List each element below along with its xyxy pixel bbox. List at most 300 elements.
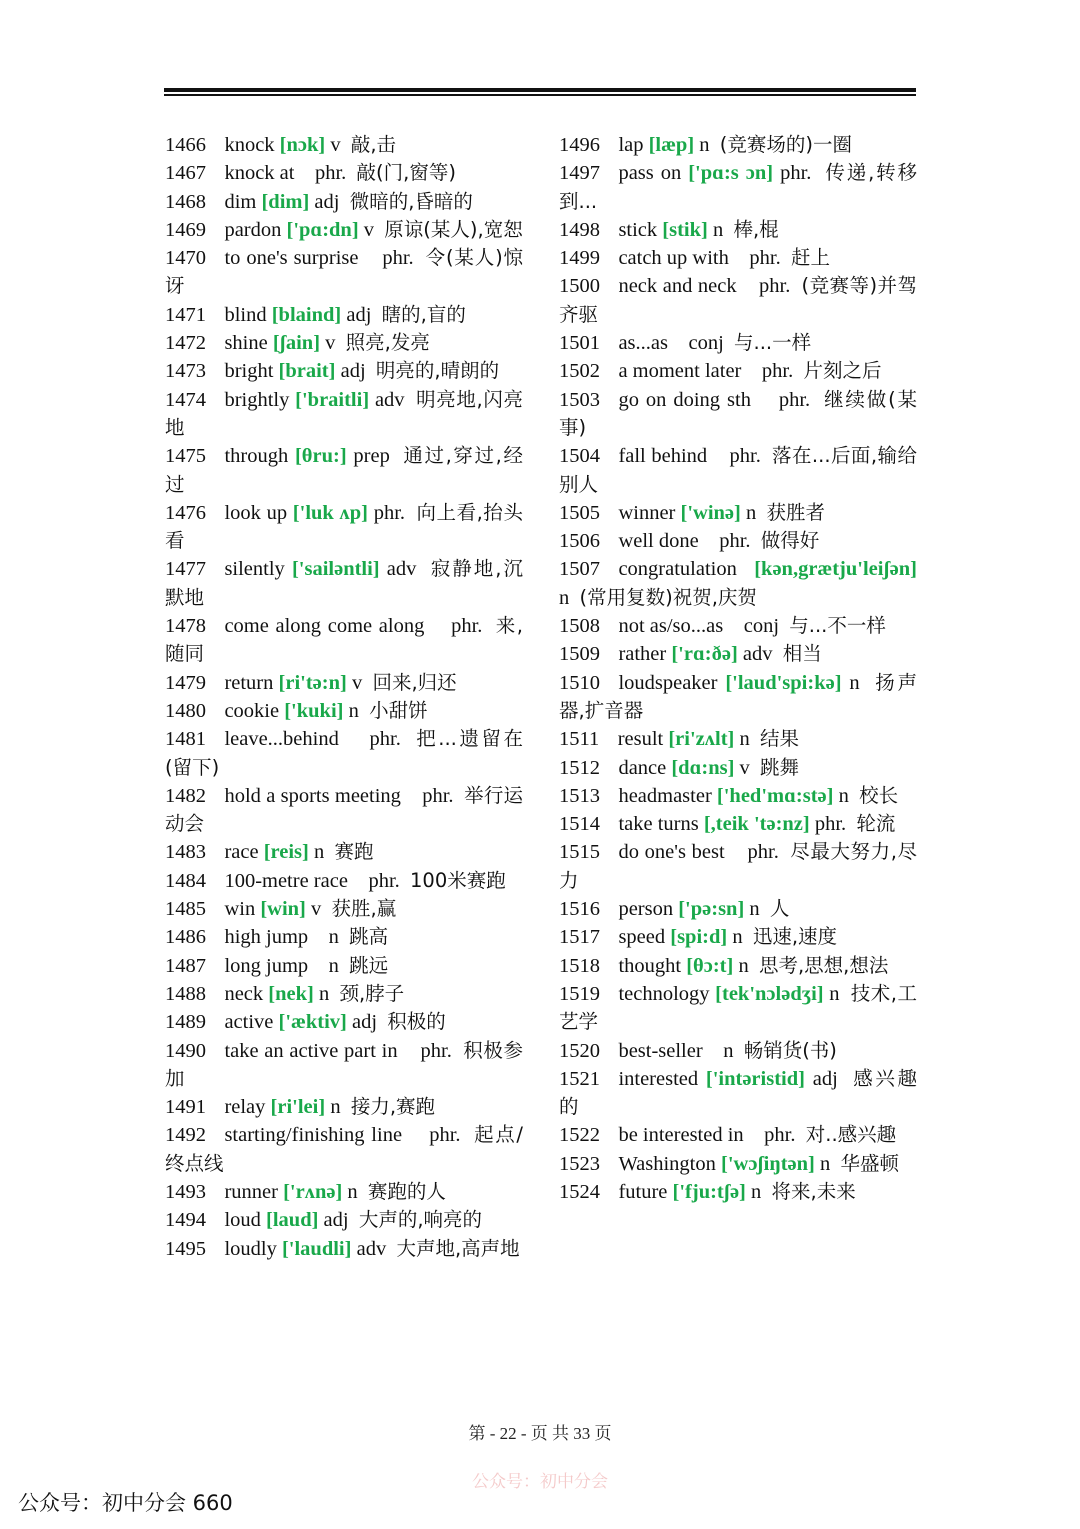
entry-word: be interested in <box>618 1124 744 1147</box>
entry-word: brightly <box>224 388 290 411</box>
entry-pos: phr. <box>764 1124 796 1147</box>
entry-pos: phr. <box>749 247 781 270</box>
entry-word: look up <box>224 501 288 524</box>
entry-meaning: 大声地,高声地 <box>396 1236 520 1260</box>
vocab-entry <box>559 838 917 895</box>
entry-meaning: 跳远 <box>349 953 389 977</box>
entry-meaning: 与...不一样 <box>789 614 886 638</box>
vocab-entry <box>559 640 917 668</box>
entry-pos: n <box>348 699 359 722</box>
vocab-entry <box>165 782 523 839</box>
entry-phonetic: [reis] <box>263 841 309 864</box>
entry-number: 1473 <box>165 360 206 383</box>
entry-meaning: 举行运动会 <box>165 783 524 836</box>
entry-meaning: 轮流 <box>856 812 896 836</box>
entry-phonetic: ['intəristid] <box>705 1067 805 1090</box>
entry-word: loud <box>224 1209 261 1232</box>
entry-pos: n <box>699 134 710 156</box>
vocab-entry <box>559 329 917 357</box>
vocab-entry <box>165 1235 523 1263</box>
vocab-entry <box>165 555 523 612</box>
entry-phonetic: ['kuki] <box>284 699 344 722</box>
entry-meaning: (竞赛等)并驾齐驱 <box>559 274 918 326</box>
entry-meaning: 思考,思想,想法 <box>758 953 889 977</box>
entry-meaning: 赶上 <box>790 246 830 270</box>
entry-phonetic: [ri'lei] <box>270 1096 326 1119</box>
entry-pos: adv <box>386 558 417 581</box>
entry-phonetic: [θɔ:t] <box>686 954 734 977</box>
header-rule-thin <box>164 94 916 96</box>
entry-meaning: 华盛顿 <box>840 1151 900 1175</box>
entry-word: loudly <box>224 1237 277 1260</box>
entry-pos: adj <box>314 190 340 213</box>
entry-pos: n <box>739 728 750 751</box>
entry-pos: phr. <box>719 530 751 553</box>
entry-number: 1466 <box>165 134 206 156</box>
entry-meaning: 回来,归还 <box>372 670 457 694</box>
entry-word: runner <box>224 1180 278 1203</box>
entry-word: pass on <box>618 162 682 185</box>
header-rule-thick <box>164 88 916 92</box>
entry-meaning: 技术,工艺学 <box>559 981 918 1034</box>
entry-pos: adj <box>346 303 372 326</box>
entry-meaning: 继续做(某事) <box>559 387 918 439</box>
vocab-entry <box>165 159 523 187</box>
entry-word: go on doing sth <box>618 388 751 411</box>
entry-word: loudspeaker <box>618 671 718 694</box>
entry-word: long jump <box>224 954 309 977</box>
entry-number: 1513 <box>559 784 600 807</box>
entry-number: 1517 <box>559 926 600 949</box>
vocab-entry <box>559 442 917 499</box>
entry-word: hold a sports meeting <box>224 784 401 807</box>
entry-phonetic: [θru:] <box>294 445 347 468</box>
entry-meaning: 明亮地,闪亮地 <box>165 387 524 439</box>
entry-meaning: (常用复数)祝贺,庆贺 <box>579 585 757 609</box>
entry-word: speed <box>618 926 666 949</box>
entry-pos: v <box>351 671 363 694</box>
entry-meaning: 令(某人)惊讶 <box>165 246 524 298</box>
entry-phonetic: ['pɑ:s ɔn] <box>688 162 774 185</box>
vocab-entry <box>559 1065 917 1122</box>
vocab-entry <box>165 895 523 923</box>
vocab-entry <box>165 216 523 244</box>
entry-word: technology <box>618 982 710 1005</box>
entry-word: thought <box>618 954 682 977</box>
entry-number: 1501 <box>559 332 600 355</box>
entry-word: future <box>618 1180 668 1203</box>
entry-phonetic: ['fju:tʃə] <box>672 1180 746 1203</box>
entry-pos: phr. <box>420 1039 452 1062</box>
entry-meaning: 将来,未来 <box>771 1179 856 1203</box>
entry-number: 1495 <box>165 1237 206 1260</box>
vocab-entry <box>165 244 523 301</box>
entry-word: as...as <box>618 332 668 355</box>
vocab-entry <box>165 188 523 216</box>
entry-meaning: 瞎的,盲的 <box>381 302 466 326</box>
entry-pos: phr. <box>429 1124 461 1147</box>
entry-number: 1478 <box>165 615 206 638</box>
entry-phonetic: [brait] <box>278 360 336 383</box>
vocab-entry <box>559 980 917 1037</box>
vocab-entry <box>559 612 917 640</box>
entry-word: high jump <box>224 926 309 949</box>
entry-word: result <box>617 728 664 751</box>
entry-number: 1490 <box>165 1039 206 1062</box>
entry-number: 1506 <box>559 530 600 553</box>
entry-number: 1496 <box>559 134 600 156</box>
entry-meaning: 做得好 <box>760 529 820 553</box>
entry-word: take an active part in <box>224 1039 398 1062</box>
entry-word: cookie <box>224 699 280 722</box>
entry-number: 1520 <box>559 1039 600 1062</box>
entry-word: winner <box>618 501 676 524</box>
entry-number: 1514 <box>559 813 600 836</box>
entry-meaning: 获胜者 <box>766 500 825 524</box>
entry-number: 1524 <box>559 1180 600 1203</box>
entry-meaning: 落在...后面,输给别人 <box>559 444 918 496</box>
vocab-entry <box>165 1206 523 1234</box>
entry-pos: phr. <box>369 728 401 751</box>
vocab-entry <box>165 838 523 866</box>
entry-word: catch up with <box>618 247 729 270</box>
entry-number: 1468 <box>165 190 206 213</box>
entry-word: best-seller <box>618 1039 703 1062</box>
entry-number: 1477 <box>165 558 206 581</box>
entry-meaning: 起点/终点线 <box>165 1123 524 1175</box>
entry-number: 1476 <box>165 501 206 524</box>
entry-pos: n <box>712 218 724 241</box>
entry-word: fall behind <box>618 445 708 468</box>
entry-pos: v <box>325 332 336 355</box>
vocab-entry <box>165 1121 523 1178</box>
entry-pos: adv <box>374 388 405 411</box>
entry-word: not as/so...as <box>618 615 724 638</box>
entry-phonetic: ['sailəntli] <box>291 558 380 581</box>
vocab-entry <box>559 386 917 443</box>
entry-pos: n <box>849 671 860 694</box>
entry-number: 1479 <box>165 671 206 694</box>
entry-number: 1494 <box>165 1209 206 1232</box>
entry-pos: n <box>559 586 570 609</box>
entry-word: to one's surprise <box>224 247 359 270</box>
entry-meaning: 跳舞 <box>760 755 800 779</box>
vocab-entry <box>559 923 917 951</box>
entry-meaning: 与...一样 <box>734 331 812 355</box>
entry-number: 1503 <box>559 388 600 411</box>
entry-word: dim <box>224 190 257 213</box>
entry-meaning: 相当 <box>782 642 822 666</box>
entry-pos: n <box>313 841 325 864</box>
entry-pos: adj <box>351 1011 378 1034</box>
entry-phonetic: ['laud'spi:kə] <box>725 671 842 694</box>
vocab-entry <box>559 1178 917 1206</box>
entry-pos: n <box>732 926 743 949</box>
vocab-entry <box>559 499 917 527</box>
entry-pos: phr. <box>759 275 791 298</box>
entry-meaning: 感兴趣的 <box>559 1066 918 1119</box>
entry-meaning: 棒,棍 <box>733 217 779 241</box>
entry-word: knock <box>224 134 275 156</box>
entry-phonetic: [dɑ:ns] <box>671 756 735 779</box>
entry-number: 1475 <box>165 445 206 468</box>
entry-number: 1487 <box>165 954 206 977</box>
entry-phonetic: [ri'tə:n] <box>278 671 347 694</box>
vocab-entry <box>165 442 523 499</box>
entry-phonetic: ['winə] <box>680 501 741 524</box>
entry-meaning: 寂静地,沉默地 <box>165 557 524 609</box>
entry-meaning: 接力,赛跑 <box>350 1095 436 1119</box>
entry-phonetic: [win] <box>260 898 306 921</box>
vocab-entry <box>165 952 523 980</box>
entry-number: 1472 <box>165 332 206 355</box>
entry-pos: v <box>330 134 341 156</box>
entry-word: active <box>224 1011 274 1034</box>
entry-phonetic: [ʃain] <box>272 332 321 355</box>
entry-phonetic: ['æktiv] <box>278 1011 347 1034</box>
entry-number: 1508 <box>559 615 600 638</box>
entry-pos: v <box>311 898 322 921</box>
entry-meaning: 小甜饼 <box>369 698 428 722</box>
vocab-entry <box>559 1121 917 1149</box>
vocab-entry <box>559 754 917 782</box>
entry-word: take turns <box>618 813 699 836</box>
entry-pos: conj <box>743 615 780 638</box>
entry-meaning: (竞赛场的)一圈 <box>719 133 853 156</box>
vocab-entry <box>165 329 523 357</box>
entry-word: Washington <box>618 1152 716 1175</box>
entry-phonetic: ['pə:sn] <box>678 898 745 921</box>
entry-phonetic: ['braitli] <box>295 388 370 411</box>
entry-number: 1470 <box>165 247 206 270</box>
entry-pos: phr. <box>729 445 761 468</box>
entry-meaning: 照亮,发亮 <box>345 331 430 355</box>
vocab-entry <box>165 980 523 1008</box>
entry-word: person <box>618 898 674 921</box>
entry-number: 1471 <box>165 303 206 326</box>
entry-meaning: 原谅(某人),宽恕 <box>384 217 523 241</box>
entry-pos: phr. <box>451 615 483 638</box>
entry-meaning: 人 <box>769 897 790 921</box>
entry-word: return <box>224 671 274 694</box>
entry-pos: n <box>328 954 339 977</box>
page-footer: 第 - 22 - 页 共 33 页 <box>468 1424 612 1443</box>
entry-pos: n <box>749 898 760 921</box>
entry-phonetic: ['rɑ:ðə] <box>671 643 738 666</box>
entry-number: 1519 <box>559 982 600 1005</box>
vocab-entry <box>559 131 917 159</box>
vocab-entry <box>559 1150 917 1178</box>
entry-meaning: 敲,击 <box>350 133 397 156</box>
entry-number: 1500 <box>559 275 600 298</box>
entry-phonetic: [nek] <box>268 982 314 1005</box>
entry-meaning: 赛跑的人 <box>367 1179 446 1203</box>
entry-pos: phr. <box>761 360 794 383</box>
entry-number: 1505 <box>559 501 600 524</box>
entry-pos: phr. <box>814 813 847 836</box>
entry-pos: phr. <box>747 841 779 864</box>
entry-pos: phr. <box>382 247 414 270</box>
entry-meaning: 传递,转移到... <box>559 161 918 213</box>
entry-pos: n <box>820 1152 831 1175</box>
entry-meaning: 敲(门,窗等) <box>356 161 456 185</box>
entry-number: 1480 <box>165 699 206 722</box>
entry-pos: adv <box>356 1237 387 1260</box>
entry-number: 1512 <box>559 756 600 779</box>
entry-meaning: 来,随同 <box>165 614 524 666</box>
entry-pos: n <box>328 926 339 949</box>
entry-meaning: 把...遗留在(留下) <box>165 727 523 779</box>
vocab-entry <box>165 1037 523 1094</box>
entry-number: 1518 <box>559 954 600 977</box>
vocab-entry <box>559 244 917 272</box>
entry-pos: n <box>347 1180 358 1203</box>
entry-pos: conj <box>688 332 724 355</box>
entry-phonetic: [stik] <box>662 218 708 241</box>
entry-phonetic: ['wɔʃiŋtən] <box>721 1152 815 1175</box>
entry-meaning: 尽最大努力,尽力 <box>559 840 918 892</box>
entry-number: 1498 <box>559 218 600 241</box>
entry-phonetic: ['rʌnə] <box>283 1180 343 1203</box>
entry-meaning: 赛跑 <box>334 840 374 864</box>
vocab-entry <box>165 131 523 159</box>
vocab-entry <box>559 555 917 612</box>
vocab-entry <box>165 669 523 697</box>
vocab-entry <box>559 725 917 753</box>
entry-word: pardon <box>224 218 282 241</box>
vocab-entry <box>165 386 523 443</box>
entry-word: lap <box>618 134 644 156</box>
entry-pos: adj <box>812 1067 838 1090</box>
entry-number: 1515 <box>559 841 600 864</box>
entry-pos: adj <box>323 1209 349 1232</box>
entry-number: 1516 <box>559 898 600 921</box>
vocab-entry <box>559 669 917 726</box>
entry-number: 1493 <box>165 1180 206 1203</box>
entry-number: 1484 <box>165 869 206 892</box>
entry-pos: v <box>363 218 375 241</box>
vocab-entry <box>559 357 917 385</box>
entry-pos: phr. <box>422 784 454 807</box>
entry-word: blind <box>224 303 267 326</box>
entry-meaning: 向上看,抬头看 <box>165 500 524 553</box>
entry-number: 1509 <box>559 643 600 666</box>
vocab-entry <box>559 895 917 923</box>
entry-word: bright <box>224 360 274 383</box>
entry-pos: prep <box>353 445 390 468</box>
vocab-entry <box>165 923 523 951</box>
entry-meaning: 大声的,响亮的 <box>358 1208 483 1232</box>
entry-phonetic: [,teik 'tə:nz] <box>703 813 810 836</box>
entry-word: leave...behind <box>224 728 339 751</box>
entry-number: 1499 <box>559 247 600 270</box>
entry-pos: n <box>330 1096 341 1119</box>
entry-pos: phr. <box>373 501 406 524</box>
entry-word: congratulation <box>618 558 737 581</box>
entry-meaning: 通过,穿过,经过 <box>165 444 523 496</box>
entry-word: race <box>224 841 259 864</box>
entry-pos: n <box>829 982 840 1005</box>
entry-number: 1521 <box>559 1067 600 1090</box>
entry-word: silently <box>224 558 285 581</box>
entry-word: relay <box>224 1096 266 1119</box>
entry-word: a moment later <box>618 360 742 383</box>
entry-number: 1488 <box>165 982 206 1005</box>
vocab-entry <box>559 159 917 216</box>
entry-word: through <box>224 445 289 468</box>
entry-number: 1489 <box>165 1011 206 1034</box>
entry-phonetic: [laud] <box>266 1209 319 1232</box>
entry-number: 1474 <box>165 388 206 411</box>
entry-number: 1510 <box>559 671 600 694</box>
entry-pos: n <box>723 1039 734 1062</box>
entry-meaning: 100米赛跑 <box>410 868 506 892</box>
entry-word: dance <box>618 756 667 779</box>
entry-number: 1485 <box>165 898 206 921</box>
vocab-entry <box>165 1178 523 1206</box>
entry-number: 1486 <box>165 926 206 949</box>
entry-pos: n <box>751 1180 762 1203</box>
entry-pos: adj <box>340 360 366 383</box>
entry-pos: n <box>838 784 849 807</box>
entry-word: well done <box>618 530 699 553</box>
entry-pos: adv <box>742 643 773 666</box>
entry-phonetic: ['luk ʌp] <box>292 501 368 524</box>
entry-pos: n <box>738 954 749 977</box>
account-label: 公众号：初中分会 660 <box>18 1491 233 1515</box>
entry-meaning: 获胜,赢 <box>331 897 397 921</box>
entry-phonetic: [kən,grætju'leiʃən] <box>754 558 917 581</box>
vocab-column-right <box>559 131 917 1206</box>
vocab-entry <box>165 1093 523 1121</box>
entry-word: neck and neck <box>618 275 737 298</box>
entry-pos: phr. <box>778 388 811 411</box>
vocab-entry <box>165 725 523 782</box>
entry-number: 1502 <box>559 360 600 383</box>
entry-number: 1511 <box>559 728 600 751</box>
entry-word: do one's best <box>618 841 725 864</box>
entry-number: 1483 <box>165 841 206 864</box>
entry-number: 1497 <box>559 162 600 185</box>
entry-meaning: 微暗的,昏暗的 <box>349 189 473 213</box>
vocab-entry <box>559 810 917 838</box>
entry-number: 1481 <box>165 728 206 751</box>
entry-word: come along come along <box>224 615 425 638</box>
vocab-entry <box>559 952 917 980</box>
entry-meaning: 校长 <box>859 783 899 807</box>
vocab-entry <box>165 301 523 329</box>
entry-word: win <box>224 898 256 921</box>
vocab-entry <box>165 697 523 725</box>
vocab-entry <box>165 499 523 556</box>
entry-word: stick <box>618 218 658 241</box>
entry-meaning: 积极的 <box>387 1010 446 1034</box>
watermark-text: 公众号：初中分会 <box>472 1472 608 1492</box>
entry-pos: phr. <box>368 869 400 892</box>
entry-pos: n <box>745 501 757 524</box>
vocab-entry <box>165 1008 523 1036</box>
entry-phonetic: [dim] <box>261 190 310 213</box>
entry-pos: n <box>318 982 330 1005</box>
entry-number: 1491 <box>165 1096 206 1119</box>
entry-number: 1504 <box>559 445 600 468</box>
entry-phonetic: [nɔk] <box>279 134 326 156</box>
entry-meaning: 积极参加 <box>165 1038 524 1090</box>
vocab-entry <box>165 867 523 895</box>
entry-pos: v <box>739 756 750 779</box>
vocab-entry <box>165 612 523 669</box>
vocab-entry <box>559 782 917 810</box>
